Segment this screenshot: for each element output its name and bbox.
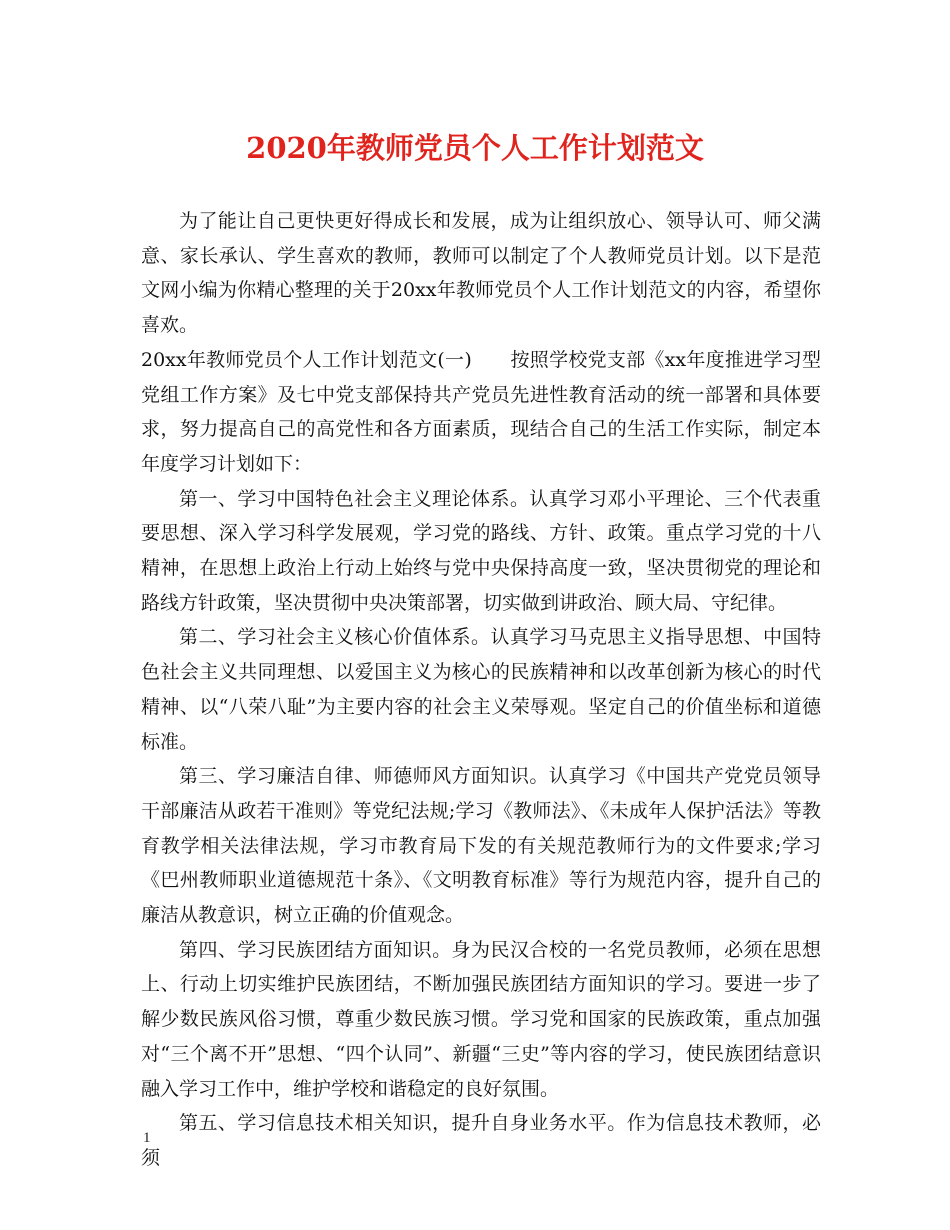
subheading-paragraph: 20xx年教师党员个人工作计划范文(一) 按照学校党支部《xx年度推进学习型党组工作方案》及七中党支部保持共产党员先进性教育活动的统一部署和具体要求，努力提高自己的高党性和各方面素质，现结合自己的生活工作实际，制定本年度学习计划如下：: [141, 348, 821, 475]
paragraph-1: 第一、学习中国特色社会主义理论体系。认真学习邓小平理论、三个代表重要思想、深入学习科学发展观，学习党的路线、方针、政策。重点学习党的十八精神，在思想上政治上行动上始终与党中央保持高度一致，坚决贯彻党的理论和路线方针政策，坚决贯彻中央决策部署，切实做到讲政治、顾大局、守纪律。: [141, 487, 821, 614]
document-body: [141, 204, 821, 1176]
intro-paragraph: 为了能让自己更快更好得成长和发展，成为让组织放心、领导认可、师父满意、家长承认、学生喜欢的教师，教师可以制定了个人教师党员计划。以下是范文网小编为你精心整理的关于20xx年教师党员个人工作计划范文的内容，希望你喜欢。: [141, 210, 821, 337]
paragraph-4: 第四、学习民族团结方面知识。身为民汉合校的一名党员教师，必须在思想上、行动上切实维护民族团结，不断加强民族团结方面知识的学习。要进一步了解少数民族风俗习惯，尊重少数民族习惯。学习党和国家的民族政策，重点加强对“三个离不开”思想、“四个认同”、新疆“三史”等内容的学习，使民族团结意识融入学习工作中，维护学校和谐稳定的良好氛围。: [141, 938, 821, 1100]
paragraph-2: 第二、学习社会主义核心价值体系。认真学习马克思主义指导思想、中国特色社会主义共同理想、以爱国主义为核心的民族精神和以改革创新为核心的时代精神、以“八荣八耻”为主要内容的社会主义荣辱观。坚定自己的价值坐标和道德标准。: [141, 626, 821, 753]
page-number: 1: [143, 1130, 151, 1146]
paragraph-5: 第五、学习信息技术相关知识，提升自身业务水平。作为信息技术教师，必须: [141, 1112, 821, 1169]
paragraph-3: 第三、学习廉洁自律、师德师风方面知识。认真学习《中国共产党党员领导干部廉洁从政若干准则》等党纪法规;学习《教师法》、《未成年人保护活法》等教育教学相关法律法规，学习市教育局下发的有关规范教师行为的文件要求;学习《巴州教师职业道德规范十条》、《文明教育标准》等行为规范内容，提升自己的廉洁从教意识，树立正确的价值观念。: [141, 765, 821, 927]
document-title: 2020年教师党员个人工作计划范文: [246, 131, 704, 165]
